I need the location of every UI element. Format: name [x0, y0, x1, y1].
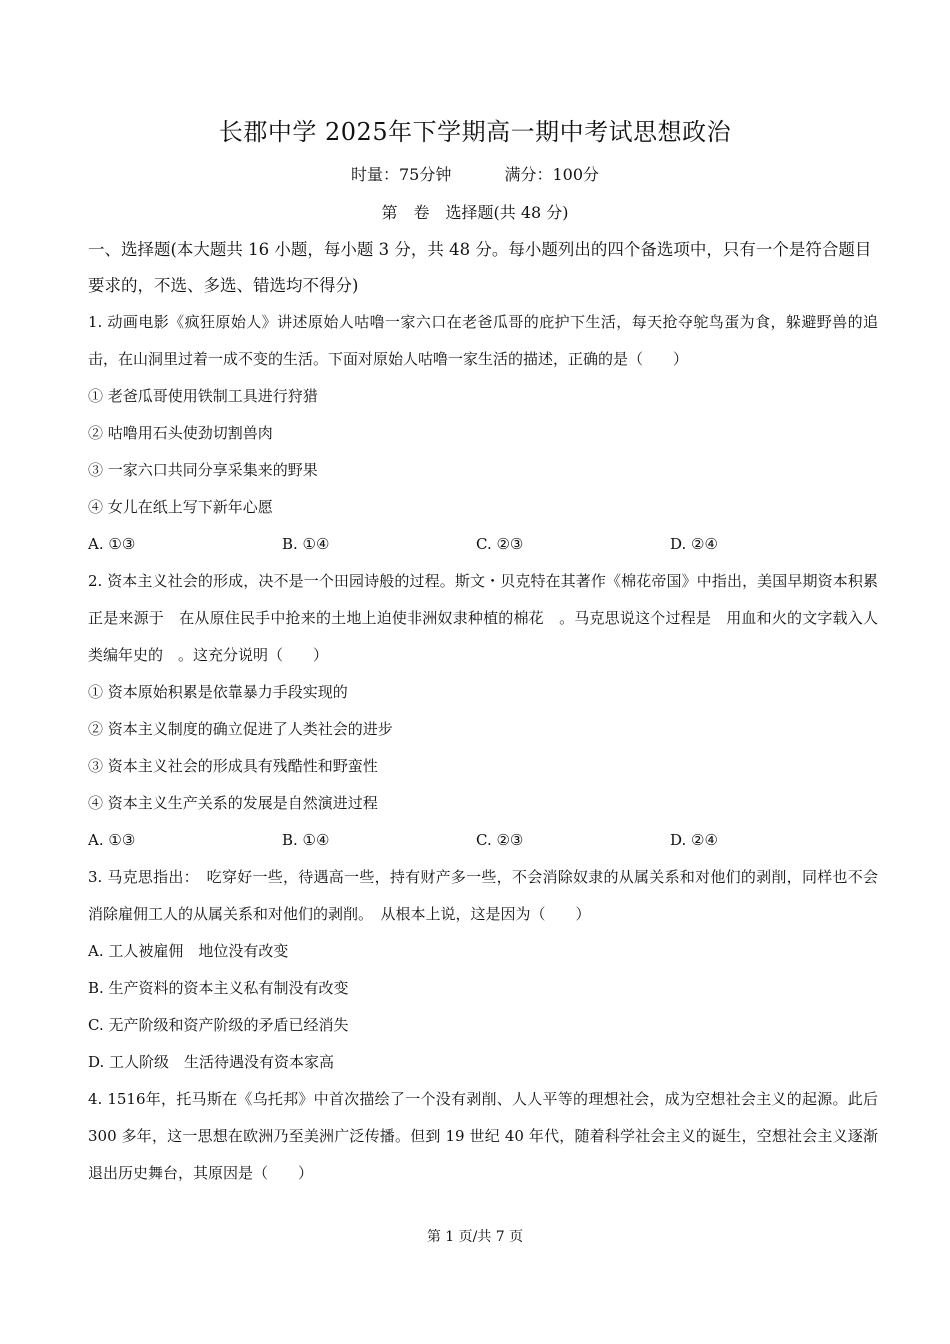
question-stem: 4. 1516年，托马斯在《乌托邦》中首次描绘了一个没有剥削、人人平等的理想社会，成为空想社会主义的起源。此后 300 多年，这一思想在欧洲乃至美洲广泛传播。但到 19 世纪 40 年代，随着科学社会主义的诞生，空想社会主义逐渐退出历史舞台，其原因是（ ） [88, 1090, 878, 1182]
answer-choices [88, 526, 878, 563]
option-a: A. 工人被雇佣 地位没有改变 [88, 942, 289, 960]
section-title: 第 卷 选择题(共 48 分) [381, 203, 569, 222]
option-c: C. 无产阶级和资产阶级的矛盾已经消失 [88, 1016, 349, 1034]
full-score: 满分：100分 [504, 165, 599, 184]
exam-meta [0, 162, 950, 185]
statement-4: ④ 资本主义生产关系的发展是自然演进过程 [88, 794, 378, 812]
choice-d: D. ②④ [670, 831, 718, 849]
option-d: D. 工人阶级 生活待遇没有资本家高 [88, 1053, 335, 1071]
question-stem: 3. 马克思指出： 吃穿好一些，待遇高一些，持有财产多一些，不会消除奴隶的从属关系和对他们的剥削，同样也不会消除雇佣工人的从属关系和对他们的剥削。 从根本上说，这是因为（ ） [88, 868, 878, 923]
choice-b: B. ①④ [282, 831, 330, 849]
answer-choices [88, 822, 878, 859]
statement-3: ③ 一家六口共同分享采集来的野果 [88, 461, 318, 479]
question-3 [88, 859, 878, 1081]
choice-a: A. ①③ [88, 535, 136, 553]
page-title: 长郡中学 2025年下学期高一期中考试思想政治 [218, 118, 732, 146]
question-4 [88, 1081, 878, 1192]
statement-2: ② 资本主义制度的确立促进了人类社会的进步 [88, 720, 393, 738]
statement-1: ① 资本原始积累是依靠暴力手段实现的 [88, 683, 348, 701]
choice-b: B. ①④ [282, 535, 330, 553]
page-footer: 第 1 页/共 7 页 [426, 1229, 524, 1245]
time-limit: 时量：75分钟 [350, 165, 452, 184]
statement-2: ② 咕噜用石头使劲切割兽肉 [88, 424, 273, 442]
instructions: 一、选择题(本大题共 16 小题，每小题 3 分，共 48 分。每小题列出的四个备选项中，只有一个是符合题目要求的，不选、多选、错选均不得分) [88, 240, 872, 295]
choice-a: A. ①③ [88, 831, 136, 849]
question-stem: 2. 资本主义社会的形成，决不是一个田园诗般的过程。斯文・贝克特在其著作《棉花帝国》中指出，美国早期资本积累正是来源于 在从原住民手中抢来的土地上迫使非洲奴隶种植的棉花 。马克思说这个过程是 用血和火的文字载入人类编年史的 。这充分说明（ ） [88, 572, 878, 664]
choice-c: C. ②③ [476, 831, 524, 849]
statement-3: ③ 资本主义社会的形成具有残酷性和野蛮性 [88, 757, 378, 775]
question-2 [88, 563, 878, 859]
choice-d: D. ②④ [670, 535, 718, 553]
question-stem: 1. 动画电影《疯狂原始人》讲述原始人咕噜一家六口在老爸瓜哥的庇护下生活，每天抢夺鸵鸟蛋为食，躲避野兽的追击，在山洞里过着一成不变的生活。下面对原始人咕噜一家生活的描述，正确的是（ ） [88, 313, 878, 368]
choice-c: C. ②③ [476, 535, 524, 553]
statement-1: ① 老爸瓜哥使用铁制工具进行狩猎 [88, 387, 318, 405]
question-content [88, 232, 878, 1192]
statement-4: ④ 女儿在纸上写下新年心愿 [88, 498, 273, 516]
option-b: B. 生产资料的资本主义私有制没有改变 [88, 979, 349, 997]
question-1 [88, 304, 878, 563]
